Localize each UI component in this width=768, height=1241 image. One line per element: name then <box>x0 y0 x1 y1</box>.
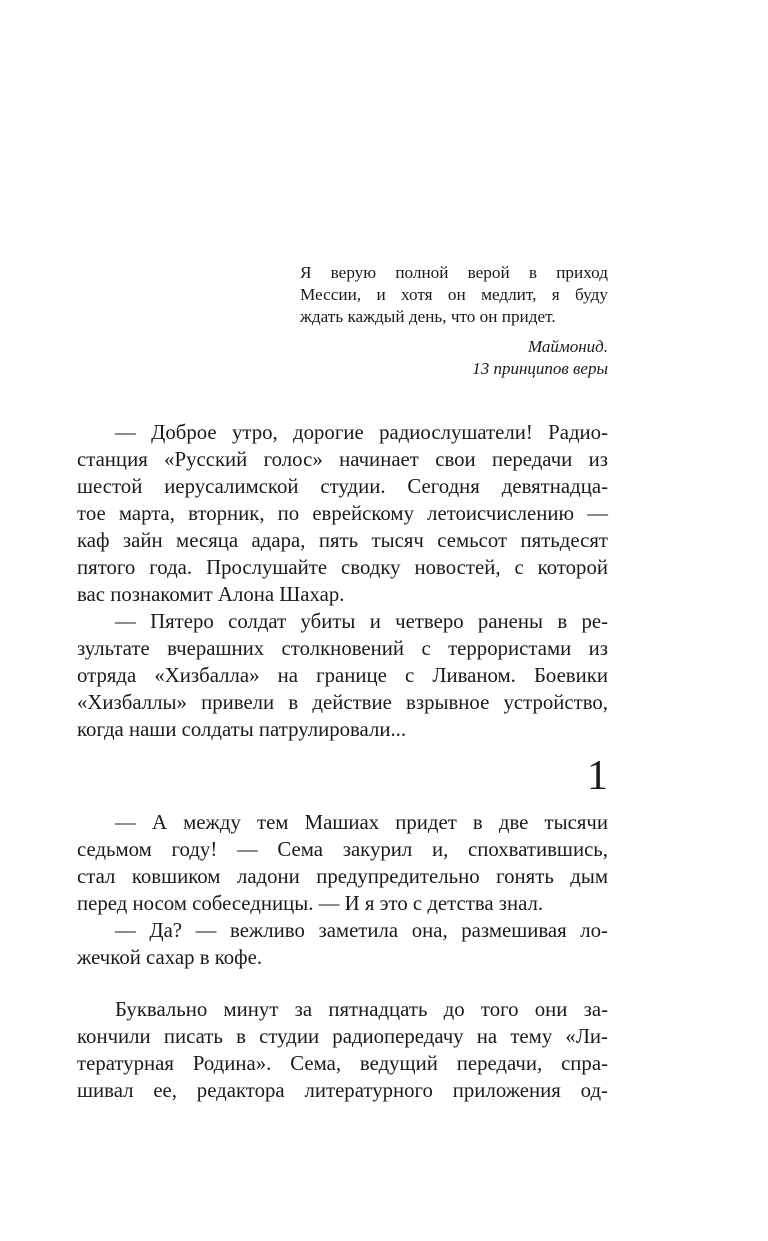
epigraph-line: Мессии, и хотя он медлит, я буду <box>300 285 608 304</box>
text-line: — Да? — вежливо заметила она, размешивая ло- <box>115 919 608 942</box>
text-line: станция «Русский голос» начинает свои передачи из <box>77 448 608 471</box>
text-line: Буквально минут за пятнадцать до того они за- <box>115 998 608 1021</box>
text-line: вас познакомит Алона Шахар. <box>77 583 345 606</box>
text-line: — Доброе утро, дорогие радиослушатели! Радио- <box>115 421 608 444</box>
text-line: седьмом году! — Сема закурил и, спохватившись, <box>77 838 608 861</box>
epigraph-line: Я верую полной верой в приход <box>300 263 608 282</box>
text-line: стал ковшиком ладони предупредительно гонять дым <box>77 865 608 888</box>
epigraph-line: ждать каждый день, что он придет. <box>300 307 556 326</box>
text-line: — А между тем Машиах придет в две тысячи <box>115 811 608 834</box>
text-line: каф зайн месяца адара, пять тысяч семьсот пятьдесят <box>77 529 608 552</box>
epigraph-source: 13 принципов веры <box>472 359 608 378</box>
text-line: тое марта, вторник, по еврейскому летоисчислению — <box>77 502 608 525</box>
text-line: тературная Родина». Сема, ведущий передачи, спра- <box>77 1052 608 1075</box>
text-line: зультате вчерашних столкновений с террористами из <box>77 637 608 660</box>
radio-announcement-block <box>77 419 608 743</box>
text-line: отряда «Хизбалла» на границе с Ливаном. Боевики <box>77 664 608 687</box>
dialogue-block <box>77 809 608 971</box>
text-line: шивал ее, редактора литературного приложения од- <box>77 1079 608 1102</box>
epigraph-attribution <box>300 336 608 380</box>
text-line: жечкой сахар в кофе. <box>77 946 263 969</box>
text-line: «Хизбаллы» привели в действие взрывное устройство, <box>77 691 608 714</box>
text-line: перед носом собеседницы. — И я это с детства знал. <box>77 892 544 915</box>
epigraph-author: Маймонид. <box>527 337 608 356</box>
text-line: кончили писать в студии радиопередачу на тему «Ли- <box>77 1025 608 1048</box>
epigraph <box>300 262 608 380</box>
chapter-number: 1 <box>587 753 608 799</box>
text-line: — Пятеро солдат убиты и четверо ранены в ре- <box>115 610 608 633</box>
text-line: когда наши солдаты патрулировали... <box>77 718 407 741</box>
narrative-block <box>77 996 608 1104</box>
text-line: шестой иерусалимской студии. Сегодня девятнадца- <box>77 475 608 498</box>
text-line: пятого года. Прослушайте сводку новостей, с которой <box>77 556 608 579</box>
